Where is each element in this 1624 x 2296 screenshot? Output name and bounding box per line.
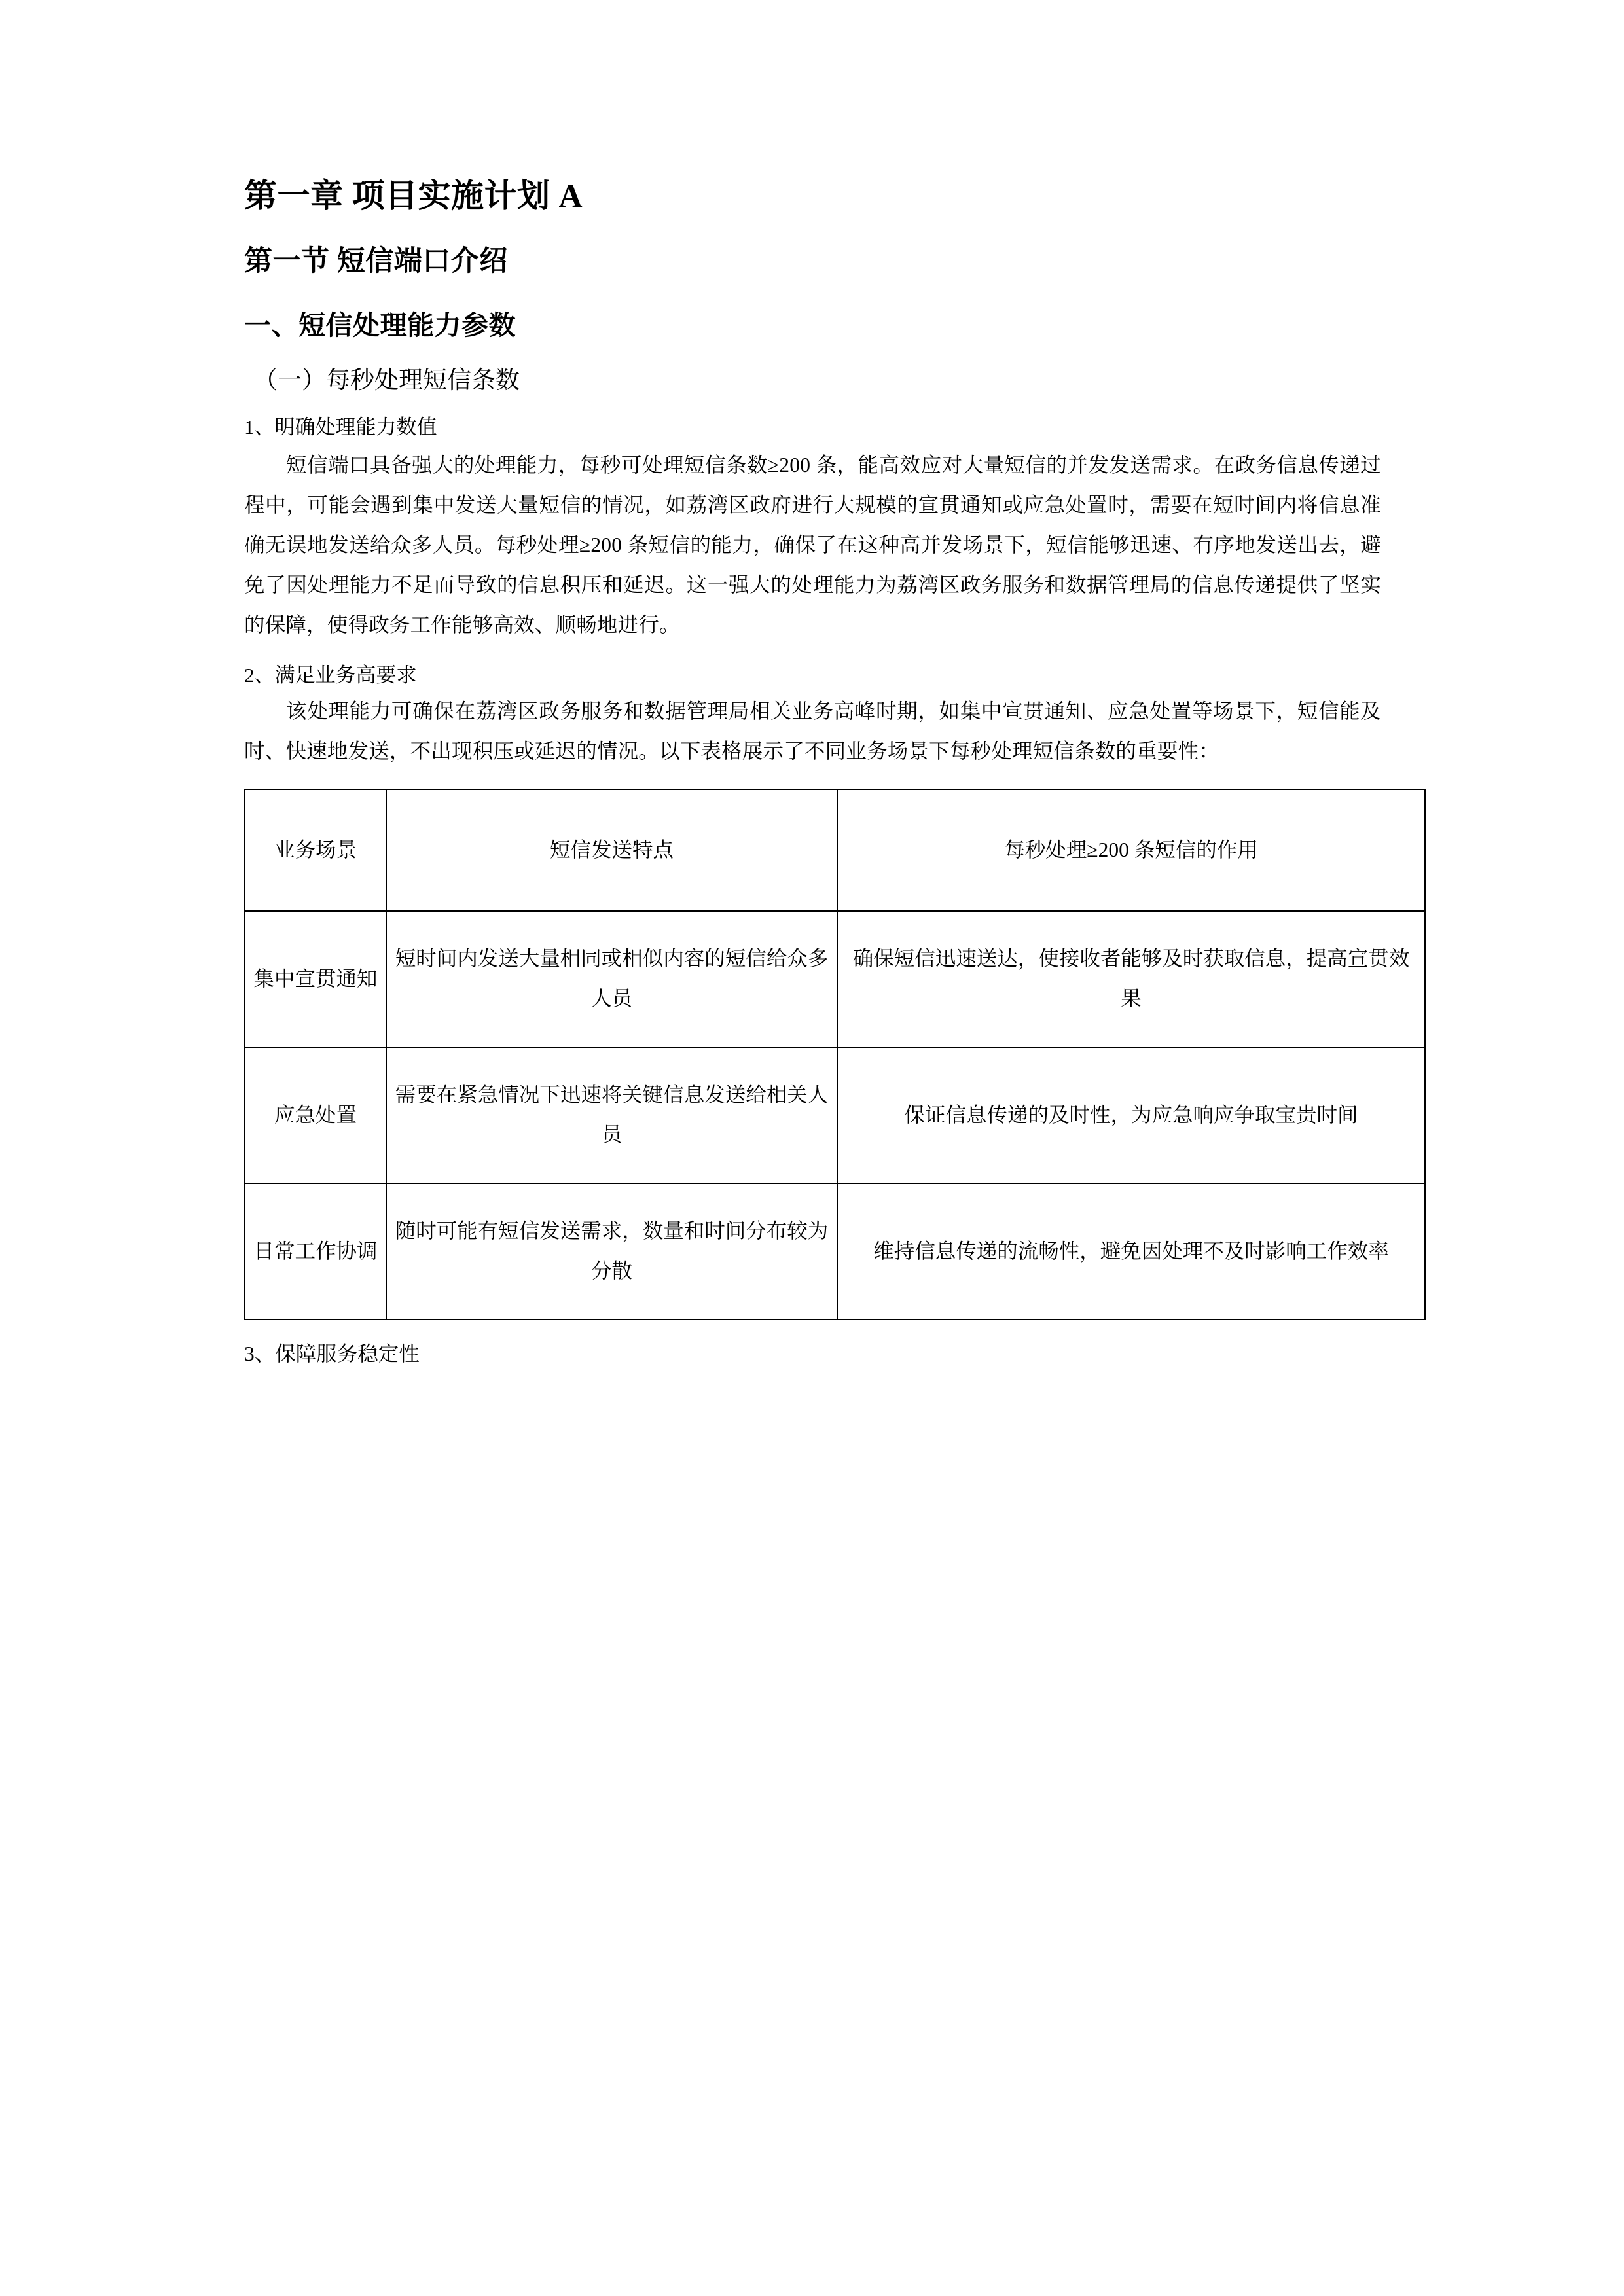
cell-effect: 保证信息传递的及时性，为应急响应争取宝贵时间 [837, 1047, 1425, 1183]
table-body [245, 911, 1425, 1319]
cell-effect: 确保短信迅速送达，使接收者能够及时获取信息，提高宣贯效果 [837, 911, 1425, 1047]
page-content [244, 0, 1410, 1369]
body-paragraph-1: 短信端口具备强大的处理能力，每秒可处理短信条数≥200 条，能高效应对大量短信的并发发送需求。在政务信息传递过程中，可能会遇到集中发送大量短信的情况，如荔湾区政府进行大规模的宣贯通知或应急处置时，需要在短时间内将信息准确无误地发送给众多人员。每秒处理≥200 条短信的能力，确保了在这种高并发场景下，短信能够迅速、有序地发送出去，避免了因处理能力不足而导致的信息积压和延迟。这一强大的处理能力为荔湾区政务服务和数据管理局的信息传递提供了坚实的保障，使得政务工作能够高效、顺畅地进行。 [244, 454, 1381, 636]
scenario-table-wrapper [244, 772, 1410, 1320]
item-label-2: 2、满足业务高要求 [244, 664, 417, 687]
heading-level-1: 一、短信处理能力参数 [244, 310, 516, 341]
cell-feature: 需要在紧急情况下迅速将关键信息发送给相关人员 [386, 1047, 837, 1183]
table-header-row [245, 789, 1425, 911]
section-title: 第一节 短信端口介绍 [244, 245, 508, 277]
item-label-1: 1、明确处理能力数值 [244, 415, 437, 439]
chapter-title: 第一章 项目实施计划 A [244, 177, 583, 214]
scenario-table [244, 789, 1426, 1320]
cell-scenario: 集中宣贯通知 [245, 911, 386, 1047]
table-header-scenario: 业务场景 [245, 789, 386, 911]
table-row [245, 911, 1425, 1047]
table-row [245, 1183, 1425, 1319]
table-header-feature: 短信发送特点 [386, 789, 837, 911]
heading-level-2: （一）每秒处理短信条数 [253, 367, 520, 394]
cell-scenario: 应急处置 [245, 1047, 386, 1183]
table-row [245, 1047, 1425, 1183]
item-label-3: 3、保障服务稳定性 [244, 1342, 420, 1365]
body-paragraph-2: 该处理能力可确保在荔湾区政务服务和数据管理局相关业务高峰时期，如集中宣贯通知、应急处置等场景下，短信能及时、快速地发送，不出现积压或延迟的情况。以下表格展示了不同业务场景下每秒处理短信条数的重要性： [244, 700, 1381, 762]
cell-feature: 随时可能有短信发送需求，数量和时间分布较为分散 [386, 1183, 837, 1319]
cell-feature: 短时间内发送大量相同或相似内容的短信给众多人员 [386, 911, 837, 1047]
table-header-effect: 每秒处理≥200 条短信的作用 [837, 789, 1425, 911]
table-head [245, 789, 1425, 911]
cell-effect: 维持信息传递的流畅性，避免因处理不及时影响工作效率 [837, 1183, 1425, 1319]
cell-scenario: 日常工作协调 [245, 1183, 386, 1319]
